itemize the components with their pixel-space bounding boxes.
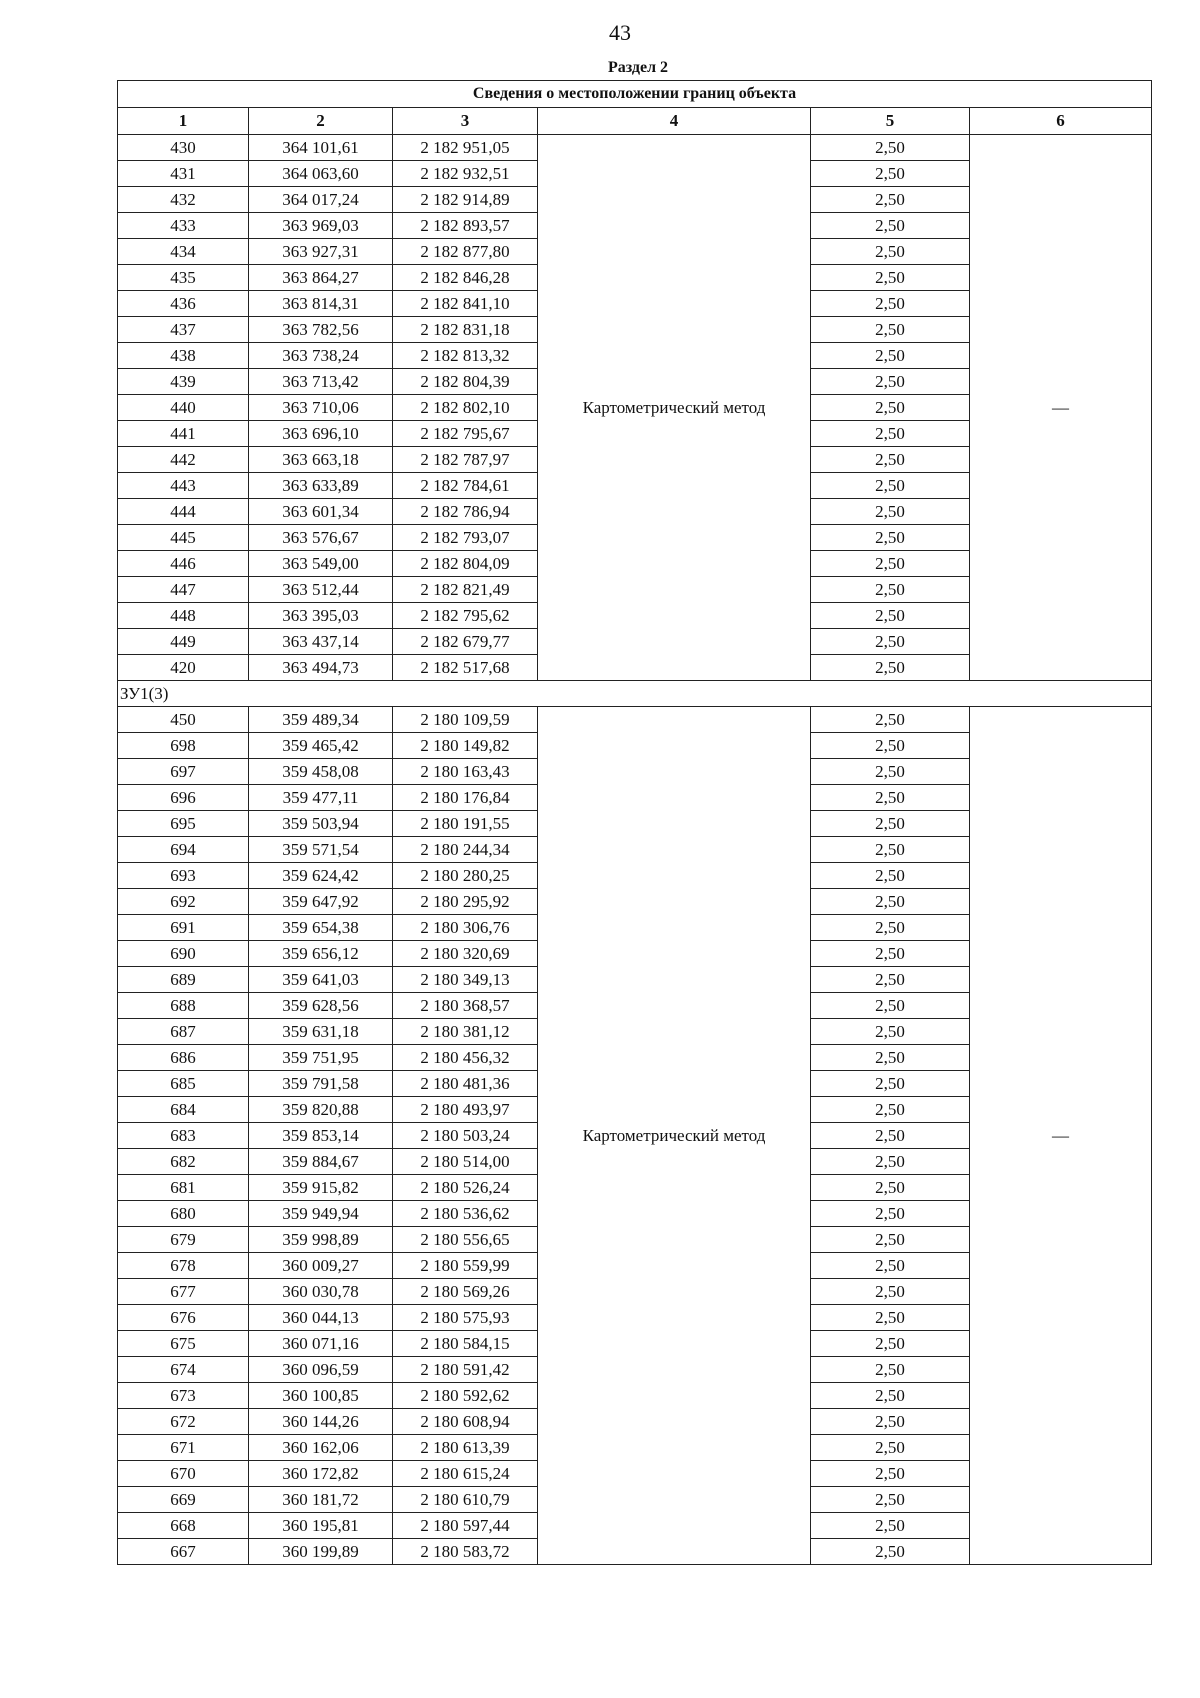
x-coordinate-cell: 360 172,82 bbox=[249, 1461, 393, 1487]
y-coordinate-cell: 2 182 914,89 bbox=[393, 187, 538, 213]
accuracy-cell: 2,50 bbox=[811, 993, 970, 1019]
y-coordinate-cell: 2 180 503,24 bbox=[393, 1123, 538, 1149]
y-coordinate-cell: 2 180 306,76 bbox=[393, 915, 538, 941]
accuracy-cell: 2,50 bbox=[811, 213, 970, 239]
x-coordinate-cell: 363 696,10 bbox=[249, 421, 393, 447]
y-coordinate-cell: 2 180 280,25 bbox=[393, 863, 538, 889]
x-coordinate-cell: 359 628,56 bbox=[249, 993, 393, 1019]
point-number-cell: 676 bbox=[118, 1305, 249, 1331]
accuracy-cell: 2,50 bbox=[811, 837, 970, 863]
accuracy-cell: 2,50 bbox=[811, 1383, 970, 1409]
point-number-cell: 430 bbox=[118, 135, 249, 161]
point-number-cell: 671 bbox=[118, 1435, 249, 1461]
accuracy-cell: 2,50 bbox=[811, 1461, 970, 1487]
point-number-cell: 674 bbox=[118, 1357, 249, 1383]
point-number-cell: 669 bbox=[118, 1487, 249, 1513]
y-coordinate-cell: 2 180 295,92 bbox=[393, 889, 538, 915]
point-number-cell: 688 bbox=[118, 993, 249, 1019]
point-number-cell: 450 bbox=[118, 707, 249, 733]
y-coordinate-cell: 2 180 597,44 bbox=[393, 1513, 538, 1539]
y-coordinate-cell: 2 182 932,51 bbox=[393, 161, 538, 187]
accuracy-cell: 2,50 bbox=[811, 1071, 970, 1097]
point-number-cell: 439 bbox=[118, 369, 249, 395]
y-coordinate-cell: 2 182 784,61 bbox=[393, 473, 538, 499]
method-cell: Картометрический метод bbox=[538, 135, 811, 681]
x-coordinate-cell: 359 489,34 bbox=[249, 707, 393, 733]
point-number-cell: 670 bbox=[118, 1461, 249, 1487]
column-number-row bbox=[118, 108, 1152, 135]
x-coordinate-cell: 363 814,31 bbox=[249, 291, 393, 317]
x-coordinate-cell: 360 181,72 bbox=[249, 1487, 393, 1513]
x-coordinate-cell: 363 633,89 bbox=[249, 473, 393, 499]
x-coordinate-cell: 360 009,27 bbox=[249, 1253, 393, 1279]
y-coordinate-cell: 2 180 559,99 bbox=[393, 1253, 538, 1279]
table-row bbox=[118, 135, 1152, 161]
y-coordinate-cell: 2 182 517,68 bbox=[393, 655, 538, 681]
column-number-5: 5 bbox=[811, 108, 970, 135]
point-number-cell: 687 bbox=[118, 1019, 249, 1045]
y-coordinate-cell: 2 182 821,49 bbox=[393, 577, 538, 603]
point-number-cell: 698 bbox=[118, 733, 249, 759]
point-number-cell: 420 bbox=[118, 655, 249, 681]
point-number-cell: 440 bbox=[118, 395, 249, 421]
y-coordinate-cell: 2 180 481,36 bbox=[393, 1071, 538, 1097]
boundary-coordinates-table bbox=[117, 80, 1152, 1565]
accuracy-cell: 2,50 bbox=[811, 1357, 970, 1383]
y-coordinate-cell: 2 182 951,05 bbox=[393, 135, 538, 161]
x-coordinate-cell: 359 654,38 bbox=[249, 915, 393, 941]
y-coordinate-cell: 2 180 176,84 bbox=[393, 785, 538, 811]
accuracy-cell: 2,50 bbox=[811, 1409, 970, 1435]
x-coordinate-cell: 359 571,54 bbox=[249, 837, 393, 863]
column-number-6: 6 bbox=[970, 108, 1152, 135]
point-number-cell: 681 bbox=[118, 1175, 249, 1201]
y-coordinate-cell: 2 182 804,39 bbox=[393, 369, 538, 395]
accuracy-cell: 2,50 bbox=[811, 499, 970, 525]
point-number-cell: 668 bbox=[118, 1513, 249, 1539]
y-coordinate-cell: 2 180 514,00 bbox=[393, 1149, 538, 1175]
table-caption: Сведения о местоположении границ объекта bbox=[118, 81, 1152, 108]
accuracy-cell: 2,50 bbox=[811, 1201, 970, 1227]
x-coordinate-cell: 363 437,14 bbox=[249, 629, 393, 655]
y-coordinate-cell: 2 182 795,62 bbox=[393, 603, 538, 629]
x-coordinate-cell: 364 017,24 bbox=[249, 187, 393, 213]
point-number-cell: 441 bbox=[118, 421, 249, 447]
y-coordinate-cell: 2 180 613,39 bbox=[393, 1435, 538, 1461]
point-number-cell: 431 bbox=[118, 161, 249, 187]
x-coordinate-cell: 360 096,59 bbox=[249, 1357, 393, 1383]
point-number-cell: 675 bbox=[118, 1331, 249, 1357]
accuracy-cell: 2,50 bbox=[811, 291, 970, 317]
y-coordinate-cell: 2 182 804,09 bbox=[393, 551, 538, 577]
point-number-cell: 445 bbox=[118, 525, 249, 551]
x-coordinate-cell: 359 656,12 bbox=[249, 941, 393, 967]
point-number-cell: 449 bbox=[118, 629, 249, 655]
column-number-3: 3 bbox=[393, 108, 538, 135]
point-number-cell: 691 bbox=[118, 915, 249, 941]
point-number-cell: 685 bbox=[118, 1071, 249, 1097]
x-coordinate-cell: 363 512,44 bbox=[249, 577, 393, 603]
x-coordinate-cell: 360 162,06 bbox=[249, 1435, 393, 1461]
x-coordinate-cell: 363 713,42 bbox=[249, 369, 393, 395]
x-coordinate-cell: 363 738,24 bbox=[249, 343, 393, 369]
accuracy-cell: 2,50 bbox=[811, 343, 970, 369]
accuracy-cell: 2,50 bbox=[811, 733, 970, 759]
y-coordinate-cell: 2 182 802,10 bbox=[393, 395, 538, 421]
x-coordinate-cell: 359 949,94 bbox=[249, 1201, 393, 1227]
y-coordinate-cell: 2 180 244,34 bbox=[393, 837, 538, 863]
x-coordinate-cell: 359 915,82 bbox=[249, 1175, 393, 1201]
x-coordinate-cell: 360 044,13 bbox=[249, 1305, 393, 1331]
x-coordinate-cell: 363 601,34 bbox=[249, 499, 393, 525]
x-coordinate-cell: 359 631,18 bbox=[249, 1019, 393, 1045]
accuracy-cell: 2,50 bbox=[811, 187, 970, 213]
accuracy-cell: 2,50 bbox=[811, 161, 970, 187]
accuracy-cell: 2,50 bbox=[811, 1097, 970, 1123]
accuracy-cell: 2,50 bbox=[811, 603, 970, 629]
point-number-cell: 438 bbox=[118, 343, 249, 369]
x-coordinate-cell: 363 549,00 bbox=[249, 551, 393, 577]
point-number-cell: 673 bbox=[118, 1383, 249, 1409]
accuracy-cell: 2,50 bbox=[811, 1175, 970, 1201]
accuracy-cell: 2,50 bbox=[811, 239, 970, 265]
column-number-2: 2 bbox=[249, 108, 393, 135]
y-coordinate-cell: 2 180 556,65 bbox=[393, 1227, 538, 1253]
x-coordinate-cell: 363 864,27 bbox=[249, 265, 393, 291]
point-number-cell: 433 bbox=[118, 213, 249, 239]
x-coordinate-cell: 359 624,42 bbox=[249, 863, 393, 889]
table-body bbox=[118, 135, 1152, 1565]
column-6-cell: — bbox=[970, 707, 1152, 1565]
y-coordinate-cell: 2 180 456,32 bbox=[393, 1045, 538, 1071]
point-number-cell: 447 bbox=[118, 577, 249, 603]
y-coordinate-cell: 2 180 615,24 bbox=[393, 1461, 538, 1487]
y-coordinate-cell: 2 180 526,24 bbox=[393, 1175, 538, 1201]
accuracy-cell: 2,50 bbox=[811, 1513, 970, 1539]
accuracy-cell: 2,50 bbox=[811, 395, 970, 421]
accuracy-cell: 2,50 bbox=[811, 915, 970, 941]
y-coordinate-cell: 2 182 787,97 bbox=[393, 447, 538, 473]
y-coordinate-cell: 2 180 149,82 bbox=[393, 733, 538, 759]
x-coordinate-cell: 359 853,14 bbox=[249, 1123, 393, 1149]
point-number-cell: 678 bbox=[118, 1253, 249, 1279]
accuracy-cell: 2,50 bbox=[811, 1435, 970, 1461]
x-coordinate-cell: 363 782,56 bbox=[249, 317, 393, 343]
y-coordinate-cell: 2 182 831,18 bbox=[393, 317, 538, 343]
x-coordinate-cell: 359 503,94 bbox=[249, 811, 393, 837]
y-coordinate-cell: 2 180 191,55 bbox=[393, 811, 538, 837]
x-coordinate-cell: 360 199,89 bbox=[249, 1539, 393, 1565]
point-number-cell: 686 bbox=[118, 1045, 249, 1071]
y-coordinate-cell: 2 180 381,12 bbox=[393, 1019, 538, 1045]
accuracy-cell: 2,50 bbox=[811, 1487, 970, 1513]
point-number-cell: 692 bbox=[118, 889, 249, 915]
accuracy-cell: 2,50 bbox=[811, 967, 970, 993]
y-coordinate-cell: 2 180 109,59 bbox=[393, 707, 538, 733]
accuracy-cell: 2,50 bbox=[811, 1279, 970, 1305]
y-coordinate-cell: 2 182 846,28 bbox=[393, 265, 538, 291]
point-number-cell: 695 bbox=[118, 811, 249, 837]
point-number-cell: 442 bbox=[118, 447, 249, 473]
y-coordinate-cell: 2 180 349,13 bbox=[393, 967, 538, 993]
y-coordinate-cell: 2 180 591,42 bbox=[393, 1357, 538, 1383]
table-row bbox=[118, 707, 1152, 733]
accuracy-cell: 2,50 bbox=[811, 265, 970, 291]
point-number-cell: 432 bbox=[118, 187, 249, 213]
accuracy-cell: 2,50 bbox=[811, 629, 970, 655]
x-coordinate-cell: 360 100,85 bbox=[249, 1383, 393, 1409]
x-coordinate-cell: 359 641,03 bbox=[249, 967, 393, 993]
y-coordinate-cell: 2 180 592,62 bbox=[393, 1383, 538, 1409]
y-coordinate-cell: 2 182 679,77 bbox=[393, 629, 538, 655]
y-coordinate-cell: 2 182 841,10 bbox=[393, 291, 538, 317]
point-number-cell: 690 bbox=[118, 941, 249, 967]
x-coordinate-cell: 359 647,92 bbox=[249, 889, 393, 915]
point-number-cell: 444 bbox=[118, 499, 249, 525]
x-coordinate-cell: 359 751,95 bbox=[249, 1045, 393, 1071]
x-coordinate-cell: 364 101,61 bbox=[249, 135, 393, 161]
x-coordinate-cell: 363 969,03 bbox=[249, 213, 393, 239]
x-coordinate-cell: 360 195,81 bbox=[249, 1513, 393, 1539]
method-cell: Картометрический метод bbox=[538, 707, 811, 1565]
x-coordinate-cell: 360 071,16 bbox=[249, 1331, 393, 1357]
x-coordinate-cell: 359 791,58 bbox=[249, 1071, 393, 1097]
x-coordinate-cell: 363 494,73 bbox=[249, 655, 393, 681]
accuracy-cell: 2,50 bbox=[811, 759, 970, 785]
accuracy-cell: 2,50 bbox=[811, 1331, 970, 1357]
y-coordinate-cell: 2 180 493,97 bbox=[393, 1097, 538, 1123]
y-coordinate-cell: 2 180 583,72 bbox=[393, 1539, 538, 1565]
point-number-cell: 679 bbox=[118, 1227, 249, 1253]
accuracy-cell: 2,50 bbox=[811, 447, 970, 473]
page-number: 43 bbox=[609, 20, 631, 45]
accuracy-cell: 2,50 bbox=[811, 941, 970, 967]
point-number-cell: 682 bbox=[118, 1149, 249, 1175]
y-coordinate-cell: 2 180 536,62 bbox=[393, 1201, 538, 1227]
accuracy-cell: 2,50 bbox=[811, 1539, 970, 1565]
point-number-cell: 684 bbox=[118, 1097, 249, 1123]
column-6-cell: — bbox=[970, 135, 1152, 681]
point-number-cell: 446 bbox=[118, 551, 249, 577]
x-coordinate-cell: 359 465,42 bbox=[249, 733, 393, 759]
point-number-cell: 448 bbox=[118, 603, 249, 629]
table-header bbox=[118, 81, 1152, 135]
point-number-cell: 434 bbox=[118, 239, 249, 265]
point-number-cell: 680 bbox=[118, 1201, 249, 1227]
accuracy-cell: 2,50 bbox=[811, 317, 970, 343]
y-coordinate-cell: 2 180 368,57 bbox=[393, 993, 538, 1019]
y-coordinate-cell: 2 182 813,32 bbox=[393, 343, 538, 369]
accuracy-cell: 2,50 bbox=[811, 1019, 970, 1045]
accuracy-cell: 2,50 bbox=[811, 707, 970, 733]
x-coordinate-cell: 360 144,26 bbox=[249, 1409, 393, 1435]
accuracy-cell: 2,50 bbox=[811, 811, 970, 837]
accuracy-cell: 2,50 bbox=[811, 1227, 970, 1253]
point-number-cell: 694 bbox=[118, 837, 249, 863]
accuracy-cell: 2,50 bbox=[811, 785, 970, 811]
point-number-cell: 697 bbox=[118, 759, 249, 785]
point-number-cell: 667 bbox=[118, 1539, 249, 1565]
point-number-cell: 696 bbox=[118, 785, 249, 811]
point-number-cell: 683 bbox=[118, 1123, 249, 1149]
point-number-cell: 437 bbox=[118, 317, 249, 343]
x-coordinate-cell: 363 395,03 bbox=[249, 603, 393, 629]
accuracy-cell: 2,50 bbox=[811, 551, 970, 577]
accuracy-cell: 2,50 bbox=[811, 1149, 970, 1175]
accuracy-cell: 2,50 bbox=[811, 1253, 970, 1279]
accuracy-cell: 2,50 bbox=[811, 1045, 970, 1071]
accuracy-cell: 2,50 bbox=[811, 1305, 970, 1331]
accuracy-cell: 2,50 bbox=[811, 863, 970, 889]
accuracy-cell: 2,50 bbox=[811, 473, 970, 499]
y-coordinate-cell: 2 180 584,15 bbox=[393, 1331, 538, 1357]
x-coordinate-cell: 359 477,11 bbox=[249, 785, 393, 811]
x-coordinate-cell: 363 576,67 bbox=[249, 525, 393, 551]
y-coordinate-cell: 2 182 793,07 bbox=[393, 525, 538, 551]
point-number-cell: 443 bbox=[118, 473, 249, 499]
accuracy-cell: 2,50 bbox=[811, 525, 970, 551]
y-coordinate-cell: 2 182 795,67 bbox=[393, 421, 538, 447]
accuracy-cell: 2,50 bbox=[811, 369, 970, 395]
accuracy-cell: 2,50 bbox=[811, 135, 970, 161]
x-coordinate-cell: 364 063,60 bbox=[249, 161, 393, 187]
group-label-row bbox=[118, 681, 1152, 707]
x-coordinate-cell: 359 820,88 bbox=[249, 1097, 393, 1123]
point-number-cell: 435 bbox=[118, 265, 249, 291]
x-coordinate-cell: 363 663,18 bbox=[249, 447, 393, 473]
group-label: ЗУ1(3) bbox=[118, 681, 1152, 707]
section-title: Раздел 2 bbox=[607, 59, 669, 76]
x-coordinate-cell: 359 884,67 bbox=[249, 1149, 393, 1175]
accuracy-cell: 2,50 bbox=[811, 421, 970, 447]
y-coordinate-cell: 2 180 575,93 bbox=[393, 1305, 538, 1331]
accuracy-cell: 2,50 bbox=[811, 1123, 970, 1149]
x-coordinate-cell: 359 998,89 bbox=[249, 1227, 393, 1253]
accuracy-cell: 2,50 bbox=[811, 655, 970, 681]
y-coordinate-cell: 2 180 610,79 bbox=[393, 1487, 538, 1513]
point-number-cell: 672 bbox=[118, 1409, 249, 1435]
point-number-cell: 677 bbox=[118, 1279, 249, 1305]
x-coordinate-cell: 363 927,31 bbox=[249, 239, 393, 265]
y-coordinate-cell: 2 182 893,57 bbox=[393, 213, 538, 239]
x-coordinate-cell: 363 710,06 bbox=[249, 395, 393, 421]
x-coordinate-cell: 359 458,08 bbox=[249, 759, 393, 785]
y-coordinate-cell: 2 182 786,94 bbox=[393, 499, 538, 525]
y-coordinate-cell: 2 180 163,43 bbox=[393, 759, 538, 785]
column-number-1: 1 bbox=[118, 108, 249, 135]
y-coordinate-cell: 2 180 320,69 bbox=[393, 941, 538, 967]
y-coordinate-cell: 2 182 877,80 bbox=[393, 239, 538, 265]
accuracy-cell: 2,50 bbox=[811, 889, 970, 915]
point-number-cell: 693 bbox=[118, 863, 249, 889]
x-coordinate-cell: 360 030,78 bbox=[249, 1279, 393, 1305]
point-number-cell: 689 bbox=[118, 967, 249, 993]
column-number-4: 4 bbox=[538, 108, 811, 135]
y-coordinate-cell: 2 180 569,26 bbox=[393, 1279, 538, 1305]
accuracy-cell: 2,50 bbox=[811, 577, 970, 603]
point-number-cell: 436 bbox=[118, 291, 249, 317]
y-coordinate-cell: 2 180 608,94 bbox=[393, 1409, 538, 1435]
